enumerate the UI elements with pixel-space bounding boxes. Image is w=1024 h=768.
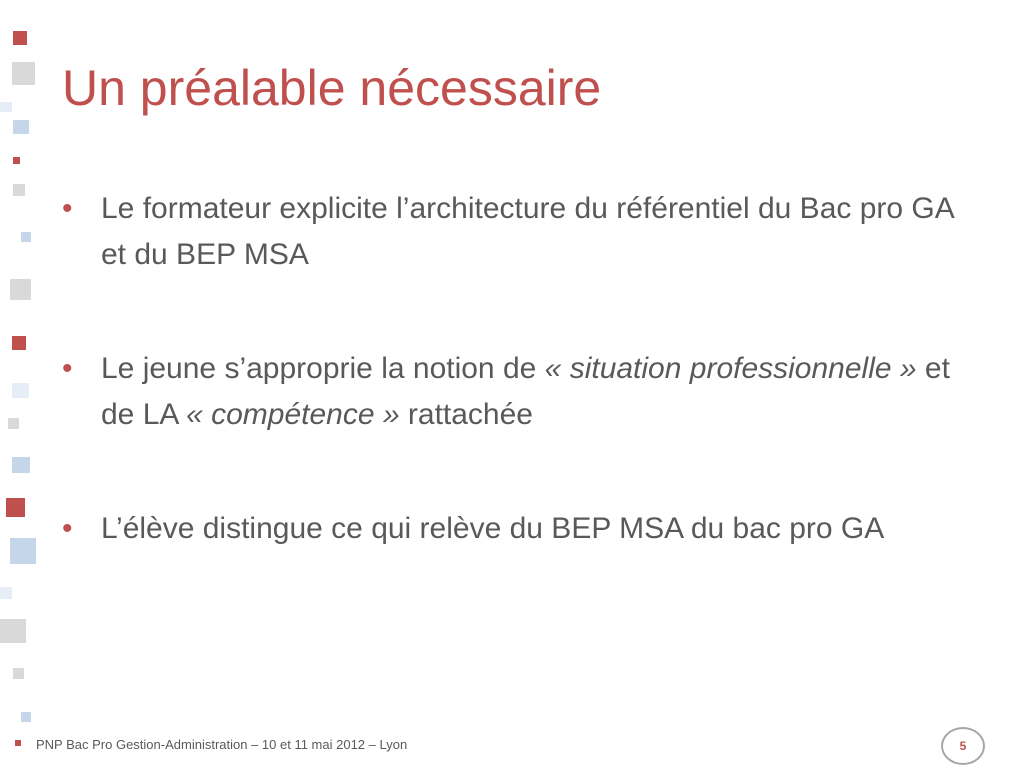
bullet-text-italic-part: « compétence » bbox=[186, 398, 400, 431]
decor-square-gray bbox=[12, 62, 35, 85]
decor-square-gray bbox=[10, 279, 31, 300]
bullet-text bbox=[101, 512, 884, 545]
decor-square-pale-blue bbox=[12, 383, 29, 398]
bullet-item bbox=[62, 506, 962, 552]
decor-square-gray bbox=[8, 418, 19, 429]
decor-square-red bbox=[13, 157, 20, 164]
bullet-text-part: et de LA bbox=[101, 352, 950, 431]
bullet-item bbox=[62, 186, 962, 278]
bullet-list bbox=[62, 186, 962, 552]
bullet-marker: • bbox=[62, 512, 73, 545]
bullet-item bbox=[62, 346, 962, 438]
bullet-text-part: Le jeune s’approprie la notion de bbox=[101, 352, 545, 385]
bullet-marker: • bbox=[62, 192, 73, 225]
decor-square-blue bbox=[12, 457, 30, 473]
footer-text: PNP Bac Pro Gestion-Administration – 10 et 11 mai 2012 – Lyon bbox=[36, 737, 408, 752]
page-number: 5 bbox=[941, 727, 985, 765]
decor-square-blue bbox=[21, 232, 31, 242]
decor-square-gray bbox=[13, 668, 24, 679]
bullet-text-part: L’élève distingue ce qui relève du BEP MSA du bac pro GA bbox=[101, 512, 885, 545]
decor-square-red bbox=[6, 498, 25, 517]
bullet-text bbox=[101, 192, 953, 271]
bullet-text-part: rattachée bbox=[399, 398, 533, 431]
decor-square-blue bbox=[21, 712, 31, 722]
decor-square-gray bbox=[13, 184, 25, 196]
decor-square-red bbox=[12, 336, 26, 350]
bullet-text-italic-part: « situation professionnelle » bbox=[544, 352, 917, 385]
decor-square-pale-blue bbox=[0, 587, 12, 599]
bullet-marker: • bbox=[62, 352, 73, 385]
decor-square-pale-blue bbox=[0, 102, 12, 112]
decor-square-blue bbox=[13, 120, 29, 134]
decor-square-red bbox=[13, 31, 27, 45]
bullet-text-part: Le formateur explicite l’architecture du référentiel du Bac pro GA et du BEP MSA bbox=[101, 192, 954, 271]
footer-marker-square bbox=[15, 740, 21, 746]
slide-title: Un préalable nécessaire bbox=[62, 60, 602, 116]
decor-square-gray bbox=[0, 619, 26, 643]
bullet-text bbox=[101, 352, 950, 431]
decor-square-blue bbox=[10, 538, 36, 564]
